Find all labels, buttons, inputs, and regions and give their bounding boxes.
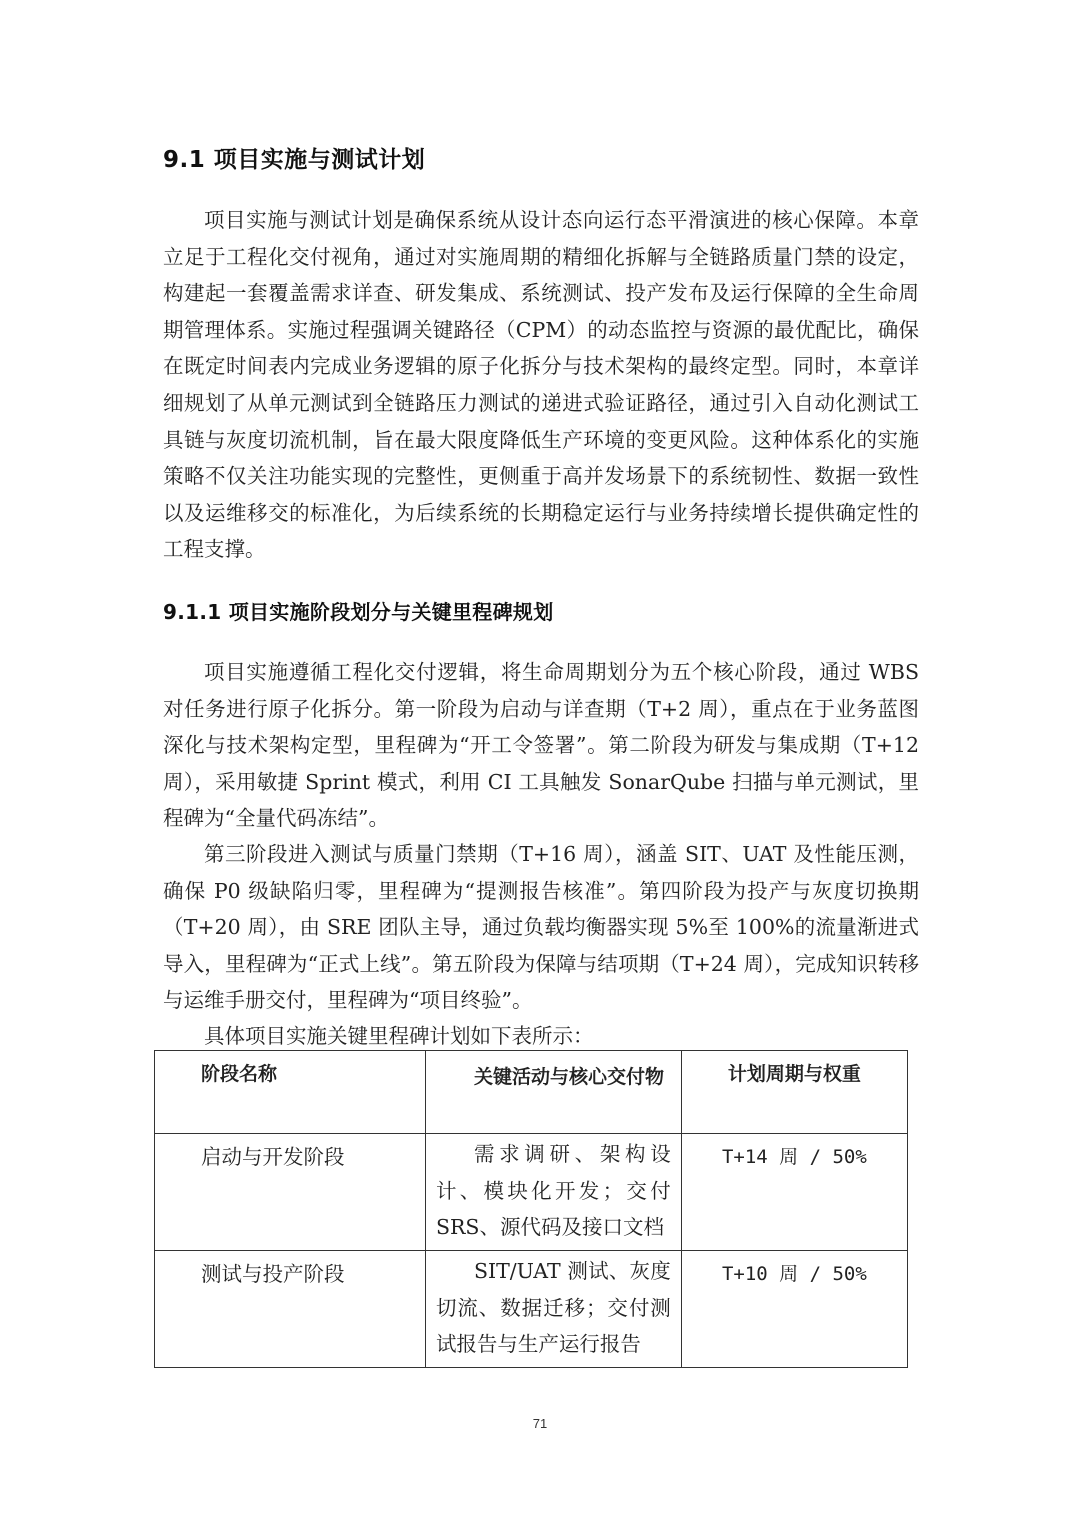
phase-paragraph-1: 项目实施遵循工程化交付逻辑，将生命周期划分为五个核心阶段，通过 WBS 对任务进行原子化拆分。第一阶段为启动与详查期（T+2 周），重点在于业务蓝图深化与技术架构定型，里程碑为“开工令签署”。第二阶段为研发与集成期（T+12 周），采用敏捷 Sprint 模式，利用 CI 工具触发 SonarQube 扫描与单元测试，里程碑为“全量代码冻结”。 xyxy=(163,660,919,831)
section-heading: 9.1 项目实施与测试计划 xyxy=(163,147,426,173)
phase-paragraph-2: 第三阶段进入测试与质量门禁期（T+16 周），涵盖 SIT、UAT 及性能压测，确保 P0 级缺陷归零，里程碑为“提测报告核准”。第四阶段为投产与灰度切换期（T+20 周），由 SRE 团队主导，通过负载均衡器实现 5%至 100%的流量渐进式导入，里程碑为“正式上线”。第五阶段为保障与结项期（T+24 周），完成知识转移与运维手册交付，里程碑为“项目终验”。 xyxy=(163,842,919,1013)
table-row xyxy=(155,1134,908,1251)
table-header-row xyxy=(155,1051,908,1134)
milestone-table xyxy=(154,1050,908,1368)
table-cell-phase: 启动与开发阶段 xyxy=(155,1134,426,1251)
table-cell-period: T+14 周 / 50% xyxy=(681,1134,907,1251)
table-intro-paragraph: 具体项目实施关键里程碑计划如下表所示： xyxy=(204,1024,594,1048)
subsection-heading: 9.1.1 项目实施阶段划分与关键里程碑规划 xyxy=(163,600,554,624)
table-cell-activities: 需求调研、架构设计、模块化开发；交付 SRS、源代码及接口文档 xyxy=(425,1134,681,1251)
table-header-period: 计划周期与权重 xyxy=(681,1051,907,1134)
table-row xyxy=(155,1251,908,1368)
page-number: 71 xyxy=(532,1416,548,1431)
table-header-phase: 阶段名称 xyxy=(155,1051,426,1134)
table-header-activities: 关键活动与核心交付物 xyxy=(425,1051,681,1134)
table-cell-phase: 测试与投产阶段 xyxy=(155,1251,426,1368)
table-cell-activities: SIT/UAT 测试、灰度切流、数据迁移；交付测试报告与生产运行报告 xyxy=(425,1251,681,1368)
section-intro-paragraph: 项目实施与测试计划是确保系统从设计态向运行态平滑演进的核心保障。本章立足于工程化交付视角，通过对实施周期的精细化拆解与全链路质量门禁的设定，构建起一套覆盖需求详查、研发集成、系统测试、投产发布及运行保障的全生命周期管理体系。实施过程强调关键路径（CPM）的动态监控与资源的最优配比，确保在既定时间表内完成业务逻辑的原子化拆分与技术架构的最终定型。同时，本章详细规划了从单元测试到全链路压力测试的递进式验证路径，通过引入自动化测试工具链与灰度切流机制，旨在最大限度降低生产环境的变更风险。这种体系化的实施策略不仅关注功能实现的完整性，更侧重于高并发场景下的系统韧性、数据一致性以及运维移交的标准化，为后续系统的长期稳定运行与业务持续增长提供确定性的工程支撑。 xyxy=(163,208,919,562)
table-cell-period: T+10 周 / 50% xyxy=(681,1251,907,1368)
